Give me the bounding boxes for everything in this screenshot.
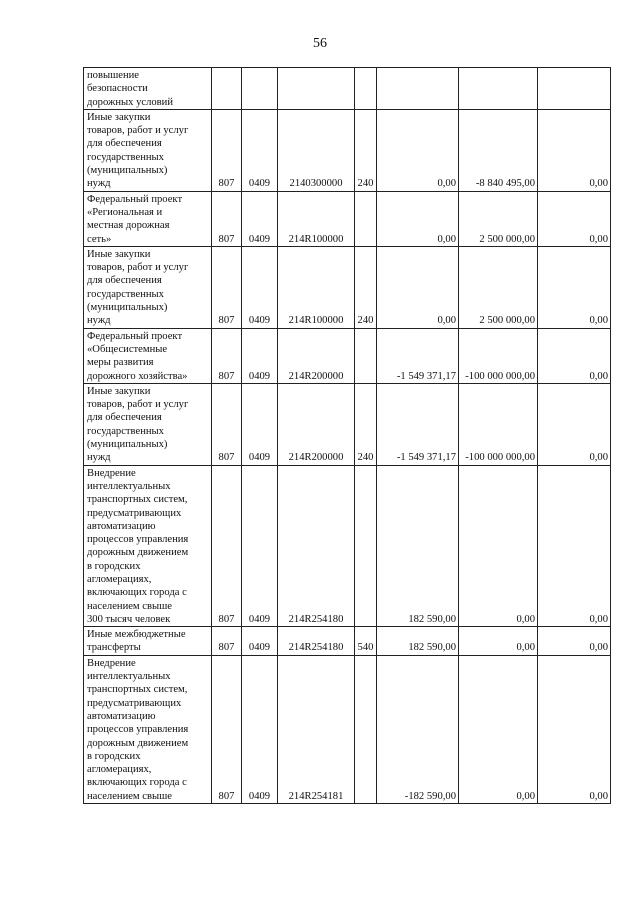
amount-3-cell: 0,00 — [538, 191, 611, 246]
amount-2-cell: 2 500 000,00 — [459, 191, 538, 246]
amount-2-cell: 2 500 000,00 — [459, 246, 538, 328]
target-article-cell — [278, 68, 355, 110]
amount-2-cell: -100 000 000,00 — [459, 383, 538, 465]
amount-1-cell: -182 590,00 — [377, 655, 459, 803]
ved-code-cell: 807 — [212, 655, 242, 803]
expense-type-cell: 240 — [355, 109, 377, 191]
section-code-cell: 0409 — [242, 383, 278, 465]
row-name-cell: Федеральный проект «Региональная и местная дорожная сеть» — [84, 191, 212, 246]
ved-code-cell: 807 — [212, 246, 242, 328]
table-row — [84, 109, 611, 191]
ved-code-cell: 807 — [212, 627, 242, 656]
amount-1-cell: -1 549 371,17 — [377, 328, 459, 383]
amount-3-cell: 0,00 — [538, 655, 611, 803]
target-article-cell: 214R254181 — [278, 655, 355, 803]
amount-1-cell: 0,00 — [377, 246, 459, 328]
amount-3-cell: 0,00 — [538, 328, 611, 383]
ved-code-cell: 807 — [212, 465, 242, 627]
section-code-cell: 0409 — [242, 655, 278, 803]
amount-3-cell: 0,00 — [538, 627, 611, 656]
table-row — [84, 383, 611, 465]
amount-3-cell: 0,00 — [538, 246, 611, 328]
target-article-cell: 214R100000 — [278, 246, 355, 328]
row-name-cell: Иные закупки товаров, работ и услуг для обеспечения государственных (муниципальных) нужд — [84, 383, 212, 465]
expense-type-cell: 240 — [355, 383, 377, 465]
table-row — [84, 246, 611, 328]
section-code-cell: 0409 — [242, 246, 278, 328]
page-number: 56 — [313, 36, 327, 51]
section-code-cell: 0409 — [242, 109, 278, 191]
row-name-cell: повышение безопасности дорожных условий — [84, 68, 212, 110]
amount-3-cell: 0,00 — [538, 109, 611, 191]
amount-2-cell: 0,00 — [459, 465, 538, 627]
table-row — [84, 465, 611, 627]
row-name-cell: Иные закупки товаров, работ и услуг для обеспечения государственных (муниципальных) нужд — [84, 246, 212, 328]
expense-type-cell — [355, 68, 377, 110]
amount-2-cell: 0,00 — [459, 655, 538, 803]
expense-type-cell: 540 — [355, 627, 377, 656]
row-name-cell: Иные закупки товаров, работ и услуг для обеспечения государственных (муниципальных) нужд — [84, 109, 212, 191]
table-row — [84, 627, 611, 656]
amount-1-cell: 182 590,00 — [377, 627, 459, 656]
section-code-cell — [242, 68, 278, 110]
section-code-cell: 0409 — [242, 627, 278, 656]
row-name-cell: Иные межбюджетные трансферты — [84, 627, 212, 656]
ved-code-cell: 807 — [212, 109, 242, 191]
section-code-cell: 0409 — [242, 328, 278, 383]
amount-1-cell: 0,00 — [377, 191, 459, 246]
table-row — [84, 191, 611, 246]
target-article-cell: 214R100000 — [278, 191, 355, 246]
amount-1-cell: 182 590,00 — [377, 465, 459, 627]
amount-1-cell: 0,00 — [377, 109, 459, 191]
expense-type-cell — [355, 465, 377, 627]
ved-code-cell — [212, 68, 242, 110]
expense-type-cell — [355, 191, 377, 246]
amount-2-cell: -8 840 495,00 — [459, 109, 538, 191]
amount-1-cell — [377, 68, 459, 110]
amount-3-cell: 0,00 — [538, 383, 611, 465]
row-name-cell: Федеральный проект «Общесистемные меры развития дорожного хозяйства» — [84, 328, 212, 383]
table-row — [84, 655, 611, 803]
target-article-cell: 214R200000 — [278, 383, 355, 465]
row-name-cell: Внедрение интеллектуальных транспортных систем, предусматривающих автоматизацию процессов управления дорожным движением в городских агломерациях, включающих города с населением свыше 300 тысяч человек — [84, 465, 212, 627]
ved-code-cell: 807 — [212, 328, 242, 383]
table-row — [84, 328, 611, 383]
ved-code-cell: 807 — [212, 383, 242, 465]
amount-3-cell — [538, 68, 611, 110]
amount-2-cell: -100 000 000,00 — [459, 328, 538, 383]
target-article-cell: 2140300000 — [278, 109, 355, 191]
row-name-cell: Внедрение интеллектуальных транспортных систем, предусматривающих автоматизацию процессов управления дорожным движением в городских агломерациях, включающих города с населением свыше — [84, 655, 212, 803]
amount-2-cell: 0,00 — [459, 627, 538, 656]
ved-code-cell: 807 — [212, 191, 242, 246]
target-article-cell: 214R254180 — [278, 465, 355, 627]
section-code-cell: 0409 — [242, 465, 278, 627]
budget-table — [83, 67, 611, 804]
expense-type-cell: 240 — [355, 246, 377, 328]
amount-2-cell — [459, 68, 538, 110]
amount-1-cell: -1 549 371,17 — [377, 383, 459, 465]
target-article-cell: 214R254180 — [278, 627, 355, 656]
expense-type-cell — [355, 655, 377, 803]
table-row — [84, 68, 611, 110]
amount-3-cell: 0,00 — [538, 465, 611, 627]
target-article-cell: 214R200000 — [278, 328, 355, 383]
section-code-cell: 0409 — [242, 191, 278, 246]
expense-type-cell — [355, 328, 377, 383]
